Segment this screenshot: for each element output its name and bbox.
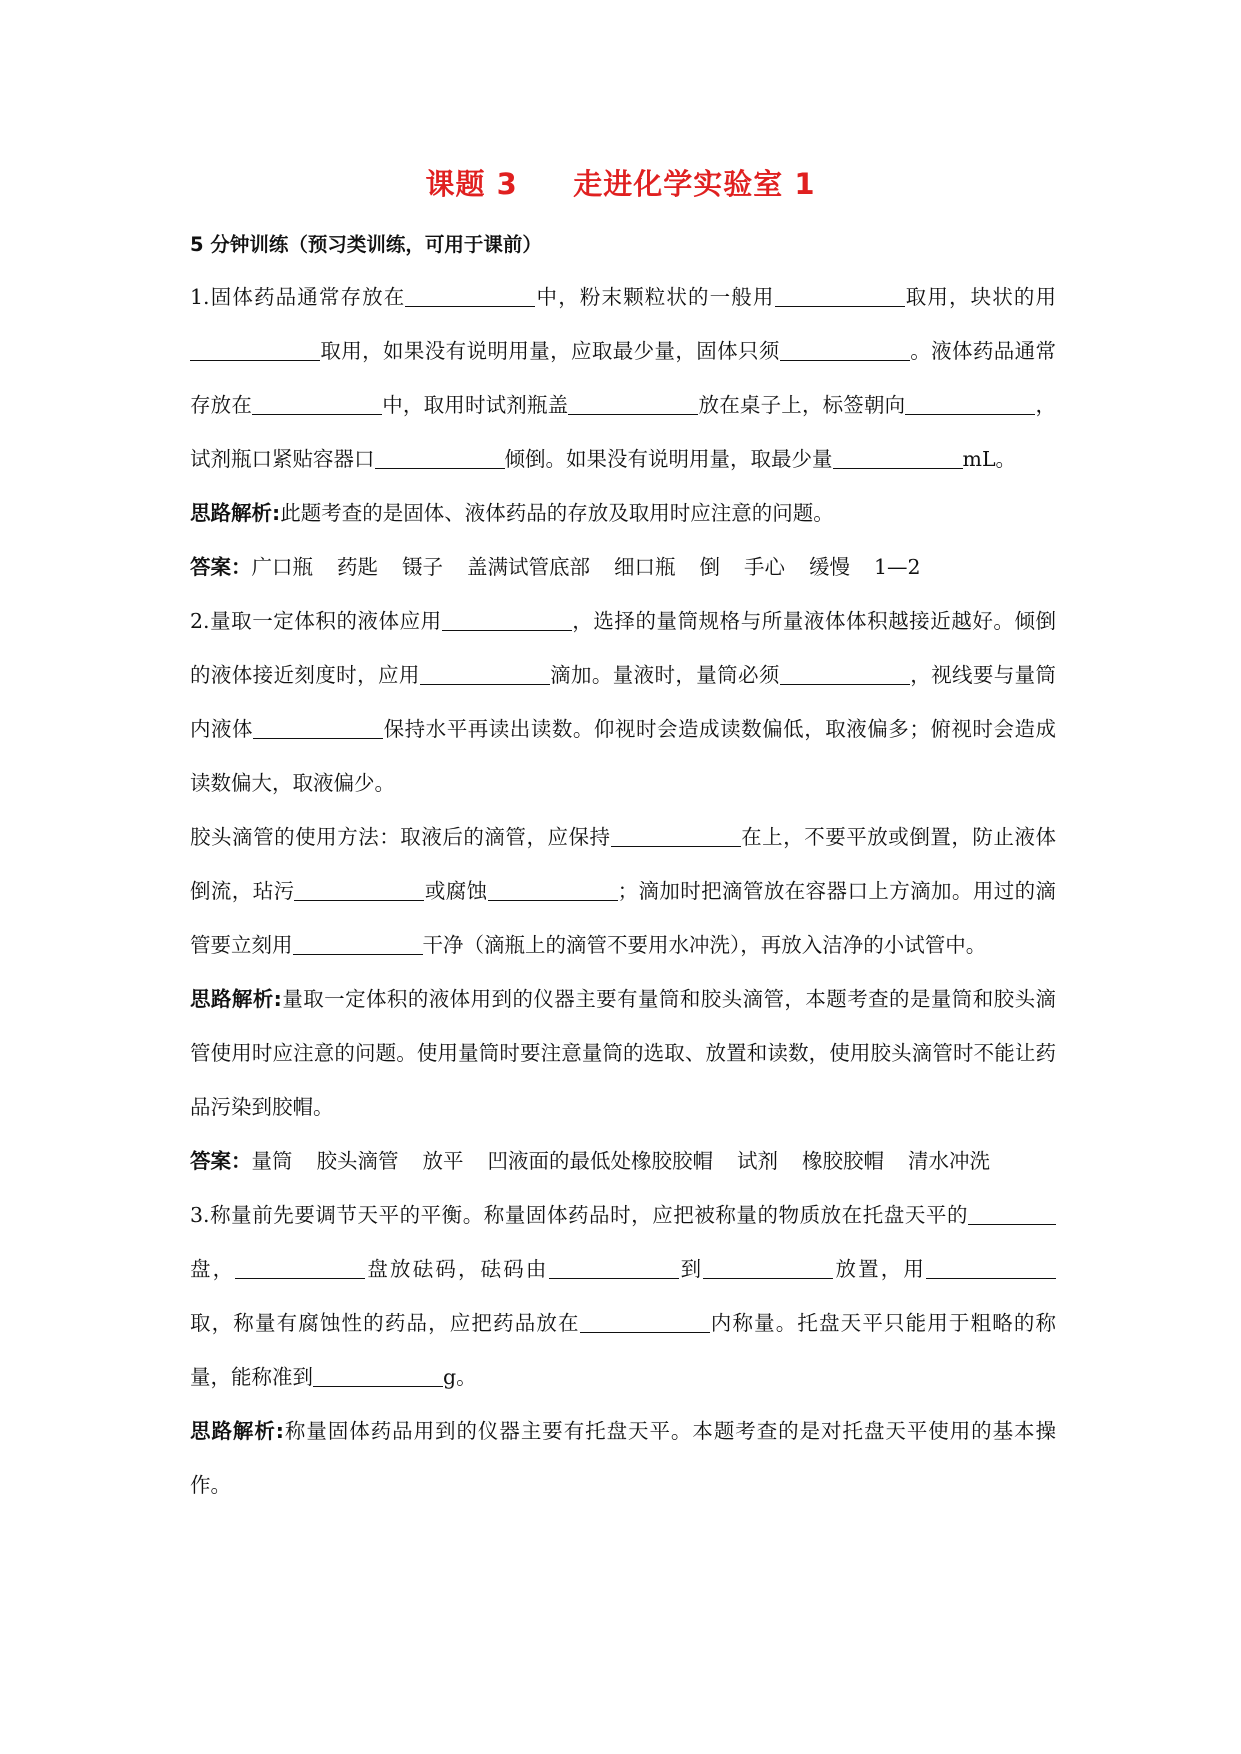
section-heading: 5 分钟训练（预习类训练，可用于课前）	[190, 233, 542, 256]
answer-blank	[488, 880, 618, 901]
q3-text: 放置，用	[833, 1257, 927, 1281]
answer-blank	[968, 1204, 1056, 1225]
answer-item: 1—2	[874, 555, 921, 579]
answer-blank	[775, 286, 905, 307]
answer-label: 答案：	[190, 1149, 252, 1173]
q3-text: 到	[678, 1257, 704, 1281]
question-2-dropper	[190, 810, 1056, 972]
answer-item: 量筒	[251, 1149, 293, 1173]
q1-text: 1.固体药品通常存放在	[190, 285, 406, 309]
analysis-2	[190, 972, 1056, 1134]
q2-text: ，视线要与量筒内液体	[190, 663, 1057, 741]
analysis-1	[190, 486, 1056, 540]
analysis-text: 此题考查的是固体、液体药品的存放及取用时应注意的问题。	[280, 501, 834, 525]
analysis-label: 思路解析:	[190, 1419, 284, 1443]
analysis-text: 称量固体药品用到的仪器主要有托盘天平。本题考查的是对托盘天平使用的基本操作。	[190, 1419, 1056, 1497]
answer-blank	[420, 664, 550, 685]
answer-1	[190, 540, 1056, 594]
answer-blank	[833, 448, 963, 469]
q3-text: 3.称量前先要调节天平的平衡。称量固体药品时，应把被称量的物质放在托盘天平的	[190, 1203, 968, 1227]
answer-blank	[375, 448, 505, 469]
answer-blank	[568, 394, 698, 415]
question-3	[190, 1188, 1056, 1404]
q2-text: 胶头滴管的使用方法：取液后的滴管，应保持	[190, 825, 611, 849]
q2-text: ；滴加时把滴管放在容器口上方滴加。用过的滴管要立刻用	[190, 879, 1057, 957]
answer-item: 手心	[744, 555, 785, 579]
question-1	[190, 270, 1056, 486]
answer-blank	[926, 1258, 1056, 1279]
answer-item: 胶头滴管	[316, 1149, 399, 1173]
q1-text: 中，取用时试剂瓶盖	[382, 393, 569, 417]
q2-text: 干净（滴瓶上的滴管不要用水冲洗），再放入洁净的小试管中。	[422, 933, 987, 957]
answer-blank	[442, 610, 572, 631]
q2-text: 在上，不要平放或倒置，防止液体倒流，玷污	[190, 825, 1057, 903]
q2-text: 或腐蚀	[424, 879, 488, 903]
q1-text: 取用，如果没有说明用量，应取最少量，固体只须	[320, 339, 780, 363]
q1-text: mL。	[962, 447, 1017, 471]
answer-blank	[190, 340, 320, 361]
q3-text: 盘放砝码，砝码由	[365, 1257, 549, 1281]
answer-blank	[905, 394, 1035, 415]
analysis-label: 思路解析:	[190, 987, 282, 1011]
q1-text: 放在桌子上，标签朝向	[698, 393, 906, 417]
q1-text: ，试剂瓶口紧贴容器口	[190, 393, 1057, 471]
question-2	[190, 594, 1056, 810]
analysis-3	[190, 1404, 1056, 1512]
answer-blank	[549, 1258, 679, 1279]
q2-text: 保持水平再读出读数。仰视时会造成读数偏低，取液偏多；俯视时会造成读数偏大，取液偏少。	[190, 717, 1057, 795]
answer-item: 凹液面的最低处橡胶胶帽	[487, 1149, 713, 1173]
answer-item: 橡胶胶帽	[802, 1149, 884, 1173]
q3-text: 取，称量有腐蚀性的药品，应把药品放在	[190, 1311, 580, 1335]
answer-2	[190, 1134, 1056, 1188]
answer-blank	[253, 718, 383, 739]
answer-blank	[780, 664, 910, 685]
answer-item: 盖满试管底部	[467, 555, 590, 579]
answer-item: 广口瓶	[251, 555, 313, 579]
q2-text: ，选择的量筒规格与所量液体体积越接近越好。倾倒的液体接近刻度时，应用	[190, 609, 1057, 687]
q3-text: 盘，	[190, 1257, 236, 1281]
answer-item: 倒	[699, 555, 720, 579]
answer-item: 药匙	[337, 555, 378, 579]
q1-text: 取用，块状的用	[904, 285, 1057, 309]
answer-item: 放平	[422, 1149, 464, 1173]
q3-text: g。	[443, 1365, 477, 1389]
answer-item: 镊子	[402, 555, 443, 579]
answer-item: 缓慢	[809, 555, 850, 579]
q3-text: 内称量。托盘天平只能用于粗略的称量，能称准到	[190, 1311, 1057, 1389]
analysis-text: 量取一定体积的液体用到的仪器主要有量筒和胶头滴管，本题考查的是量筒和胶头滴管使用时应注意的问题。使用量筒时要注意量筒的选取、放置和读数，使用胶头滴管时不能让药品污染到胶帽。	[190, 987, 1056, 1119]
document-body	[190, 270, 1056, 1512]
answer-label: 答案：	[190, 555, 252, 579]
answer-blank	[611, 826, 741, 847]
q1-text: 倾倒。如果没有说明用量，取最少量	[504, 447, 833, 471]
answer-blank	[703, 1258, 833, 1279]
answer-blank	[313, 1366, 443, 1387]
q2-text: 滴加。量液时，量筒必须	[549, 663, 780, 687]
answer-item: 试剂	[737, 1149, 778, 1173]
page-title: 课题 3 走进化学实验室 1	[425, 167, 816, 201]
answer-blank	[405, 286, 535, 307]
answer-blank	[294, 880, 424, 901]
q2-text: 2.量取一定体积的液体应用	[190, 609, 442, 633]
q1-text: 。液体药品通常存放在	[190, 339, 1057, 417]
answer-item: 细口瓶	[614, 555, 676, 579]
answer-item: 清水冲洗	[908, 1149, 990, 1173]
answer-blank	[235, 1258, 365, 1279]
analysis-label: 思路解析:	[190, 501, 281, 525]
q1-text: 中，粉末颗粒状的一般用	[535, 285, 775, 309]
answer-blank	[780, 340, 910, 361]
answer-blank	[293, 934, 423, 955]
answer-blank	[580, 1312, 710, 1333]
answer-blank	[252, 394, 382, 415]
